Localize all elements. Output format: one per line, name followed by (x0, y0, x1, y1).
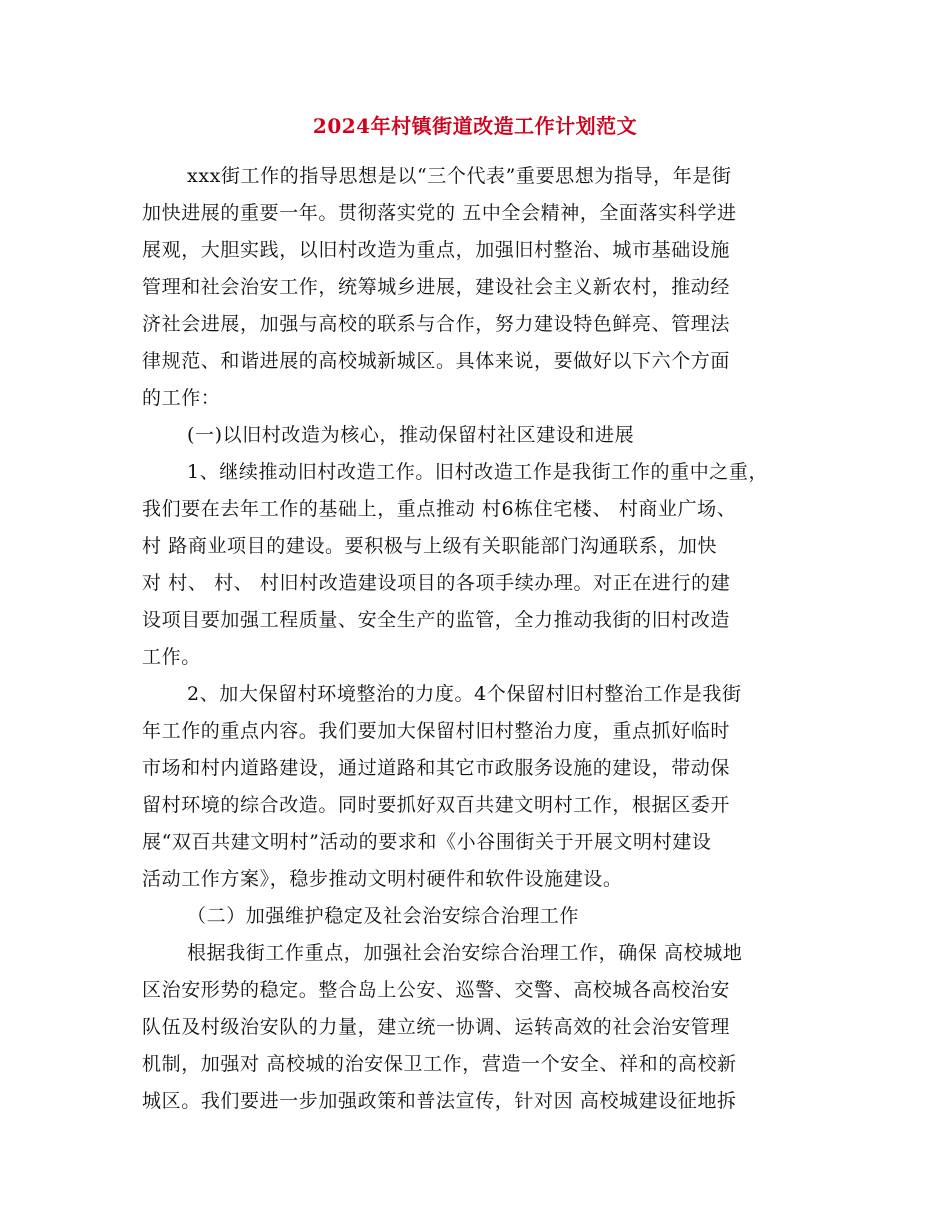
body-line: 根据我街工作重点，加强社会治安综合治理工作，确保 高校城地 (187, 942, 743, 964)
body-line: 2、加大保留村环境整治的力度。4个保留村旧村整治工作是我街 (187, 683, 742, 705)
body-line: 市场和村内道路建设，通过道路和其它市政服务设施的建设，带动保 (142, 757, 731, 779)
body-line: 留村环境的综合改造。同时要抓好双百共建文明村工作，根据区委开 (142, 794, 731, 816)
body-line: 设项目要加强工程质量、安全生产的监管，全力推动我街的旧村改造 (142, 609, 731, 631)
body-line: 工作。 (142, 646, 201, 668)
body-line: 年工作的重点内容。我们要加大保留村旧村整治力度，重点抓好临时 (142, 720, 731, 742)
body-line: 1、继续推动旧村改造工作。旧村改造工作是我街工作的重中之重， (187, 461, 769, 483)
body-line: 对 村、 村、 村旧村改造建设项目的各项手续办理。对正在进行的建 (142, 572, 731, 594)
document-body (142, 158, 822, 1120)
body-line: 加快进展的重要一年。贯彻落实党的 五中全会精神，全面落实科学进 (142, 202, 737, 224)
body-line: xxx街工作的指导思想是以“三个代表”重要思想为指导，年是街 (187, 165, 732, 187)
section-heading: (一)以旧村改造为核心，推动保留村社区建设和进展 (187, 424, 635, 446)
body-line: 济社会进展，加强与高校的联系与合作，努力建设特色鲜亮、管理法 (142, 313, 731, 335)
body-line: 活动工作方案》，稳步推动文明村硬件和软件设施建设。 (142, 868, 623, 890)
body-line: 展“双百共建文明村”活动的要求和《小谷围街关于开展文明村建设 (142, 831, 712, 853)
body-line: 律规范、和谐进展的高校城新城区。具体来说，要做好以下六个方面 (142, 350, 731, 372)
document-title: 2024年村镇街道改造工作计划范文 (312, 114, 638, 138)
body-line: 我们要在去年工作的基础上，重点推动 村6栋住宅楼、 村商业广场、 (142, 498, 737, 520)
body-line: 城区。我们要进一步加强政策和普法宣传，针对因 高校城建设征地拆 (142, 1090, 737, 1112)
body-line: 村 路商业项目的建设。要积极与上级有关职能部门沟通联系，加快 (142, 535, 718, 557)
body-line: 区治安形势的稳定。整合岛上公安、巡警、交警、高校城各高校治安 (142, 979, 731, 1001)
body-line: 队伍及村级治安队的力量，建立统一协调、运转高效的社会治安管理 (142, 1016, 731, 1038)
body-line: 机制，加强对 高校城的治安保卫工作，营造一个安全、祥和的高校新 (142, 1053, 737, 1075)
body-line: 展观，大胆实践，以旧村改造为重点，加强旧村整治、城市基础设施 (142, 239, 731, 261)
body-line: 管理和社会治安工作，统筹城乡进展，建设社会主义新农村，推动经 (142, 276, 731, 298)
section-heading: （二）加强维护稳定及社会治安综合治理工作 (187, 905, 580, 927)
body-line: 的工作： (142, 387, 221, 409)
